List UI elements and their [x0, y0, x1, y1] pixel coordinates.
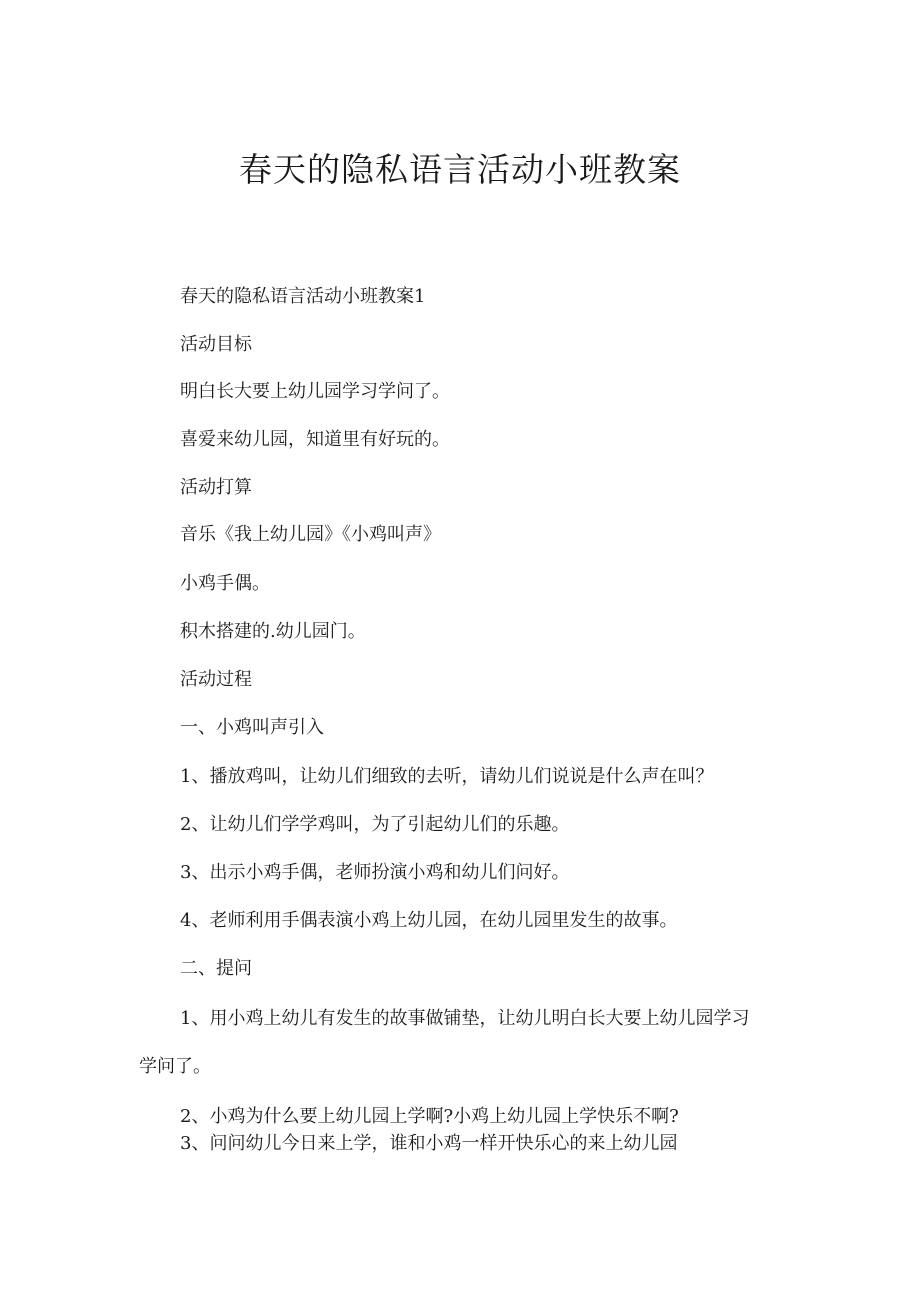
subsection-heading-1: 一、小鸡叫声引入	[180, 717, 324, 738]
paragraph-prep-1: 音乐《我上幼儿园》《小鸡叫声》	[180, 524, 441, 545]
paragraph-prep-3: 积木搭建的.幼儿园门。	[180, 621, 366, 642]
section-heading-preparation: 活动打算	[180, 477, 252, 498]
section-heading-goals: 活动目标	[180, 334, 252, 355]
paragraph-prep-2: 小鸡手偶。	[180, 573, 270, 594]
paragraph-question-2: 2、小鸡为什么要上幼儿园上学啊?小鸡上幼儿园上学快乐不啊?	[180, 1106, 679, 1127]
subsection-heading-2: 二、提问	[180, 958, 252, 979]
paragraph-step-2: 2、让幼儿们学学鸡叫，为了引起幼儿们的乐趣。	[180, 814, 570, 835]
paragraph-question-1-cont: 学问了。	[139, 1056, 211, 1077]
paragraph-step-3: 3、出示小鸡手偶，老师扮演小鸡和幼儿们问好。	[180, 862, 570, 883]
section-heading-process: 活动过程	[180, 669, 252, 690]
paragraph-goal-1: 明白长大要上幼儿园学习学问了。	[180, 381, 450, 402]
paragraph-step-4: 4、老师利用手偶表演小鸡上幼儿园，在幼儿园里发生的故事。	[180, 910, 678, 931]
document-title: 春天的隐私语言活动小班教案	[239, 150, 681, 189]
paragraph-step-1: 1、播放鸡叫，让幼儿们细致的去听，请幼儿们说说是什么声在叫？	[180, 766, 714, 787]
paragraph-goal-2: 喜爱来幼儿园，知道里有好玩的。	[180, 429, 450, 450]
paragraph-question-3: 3、问问幼儿今日来上学，谁和小鸡一样开快乐心的来上幼儿园	[180, 1133, 678, 1154]
paragraph-heading-1: 春天的隐私语言活动小班教案1	[180, 286, 426, 307]
paragraph-question-1: 1、用小鸡上幼儿有发生的故事做铺垫，让幼儿明白长大要上幼儿园学习	[180, 1008, 750, 1029]
